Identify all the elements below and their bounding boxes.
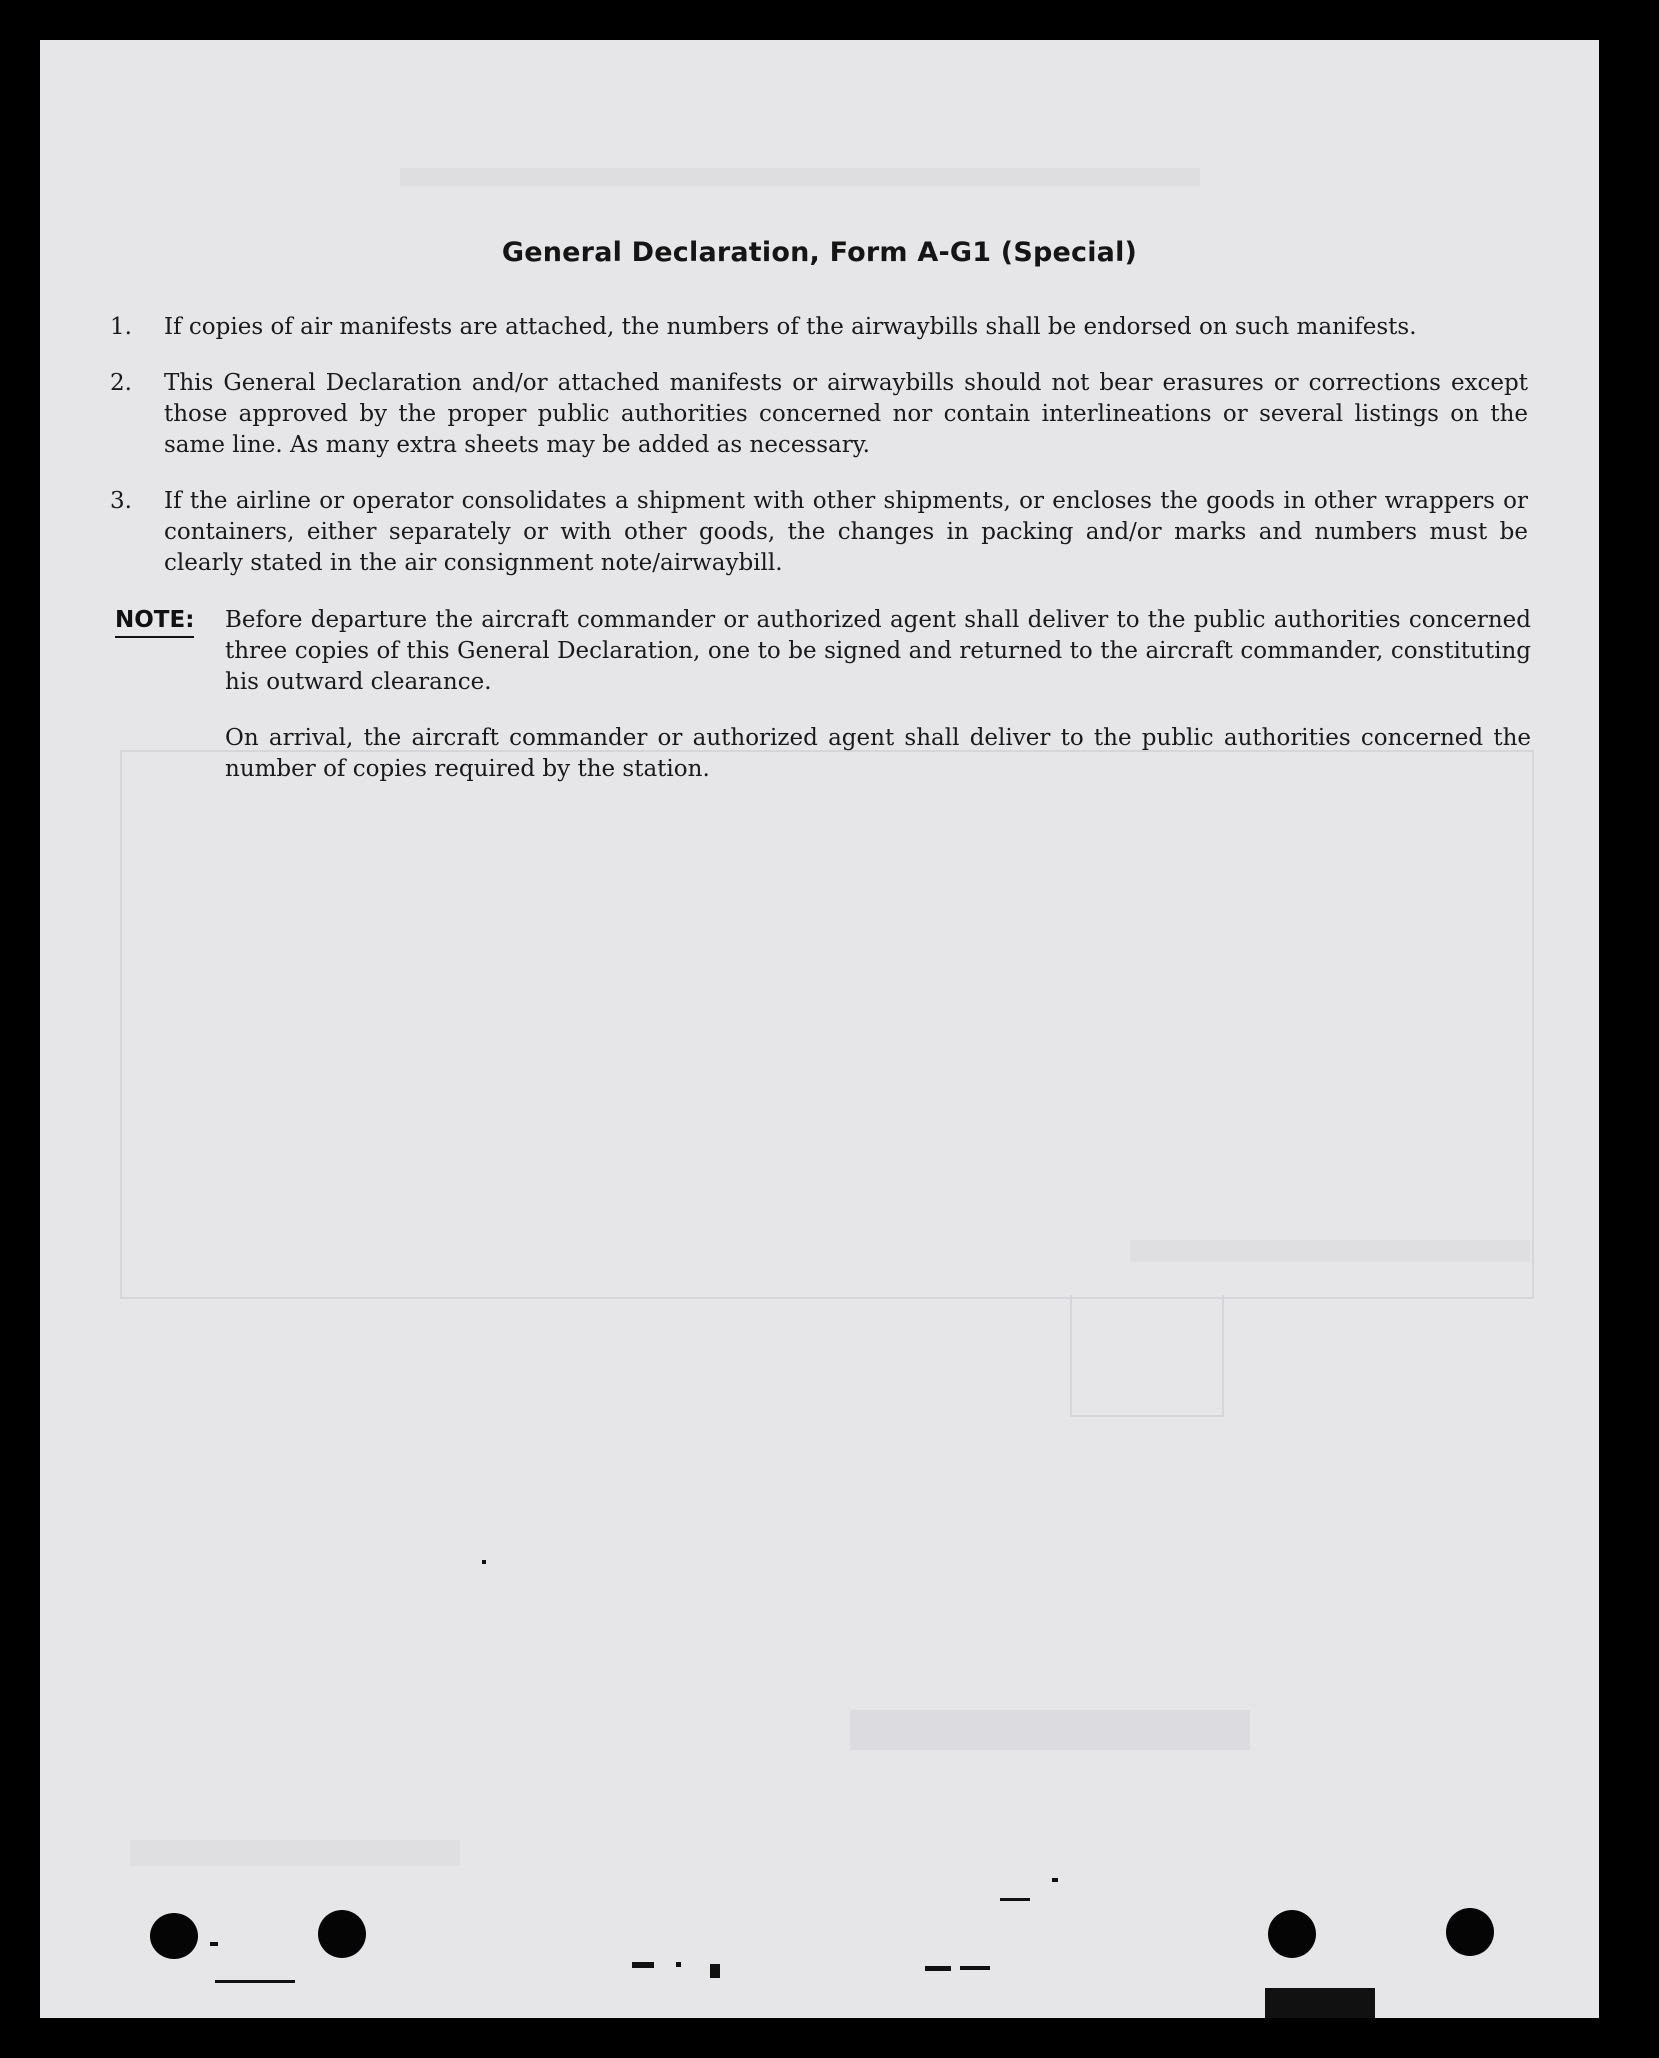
punch-hole xyxy=(318,1910,366,1958)
scan-speck xyxy=(1000,1898,1030,1901)
bleed-through-box xyxy=(120,750,1534,1299)
scan-speck xyxy=(482,1560,486,1564)
scan-speck xyxy=(710,1964,720,1978)
item-number: 1. xyxy=(110,314,132,340)
scan-speck xyxy=(210,1942,218,1946)
punch-hole xyxy=(150,1913,198,1959)
scan-speck xyxy=(676,1962,681,1967)
scan-speck xyxy=(1265,1988,1375,2018)
instruction-item-1 xyxy=(110,312,1590,344)
document-title: General Declaration, Form A-G1 (Special) xyxy=(501,237,1138,268)
bleed-through-box xyxy=(1070,1295,1224,1417)
scan-speck xyxy=(960,1966,990,1970)
bleed-through-text xyxy=(1130,1240,1530,1262)
bleed-through-text xyxy=(130,1840,460,1866)
note-paragraph-1: Before departure the aircraft commander or authorized agent shall deliver to the public authorities concerned three copies of this General Declaration, one to be signed and returned to the aircraft commander, constituting his outward clearance. xyxy=(225,607,1531,695)
item-text: If the airline or operator consolidates a shipment with other shipments, or encloses the goods in other wrappers or containers, either separately or with other goods, the changes in packing and/or marks and numbers must be clearly stated in the air consignment note/airwaybill. xyxy=(164,488,1528,576)
bleed-through-text xyxy=(850,1710,1250,1750)
note-label: NOTE: xyxy=(115,605,194,638)
document-page xyxy=(40,40,1599,2018)
scan-speck xyxy=(215,1980,295,1983)
punch-hole xyxy=(1268,1910,1316,1958)
item-number: 2. xyxy=(110,370,132,396)
scan-speck xyxy=(925,1966,951,1971)
instruction-item-3 xyxy=(110,486,1590,582)
item-number: 3. xyxy=(110,488,132,514)
instruction-item-2 xyxy=(110,368,1590,464)
punch-hole xyxy=(1446,1908,1494,1956)
item-text: This General Declaration and/or attached manifests or airwaybills should not bear erasures or corrections except those approved by the proper public authorities concerned nor contain interlineations or several listings on the same line. As many extra sheets may be added as necessary. xyxy=(164,370,1528,458)
note-paragraph-2: On arrival, the aircraft commander or authorized agent shall deliver to the public authorities concerned the number of copies required by the station. xyxy=(225,725,1531,782)
scan-speck xyxy=(632,1962,654,1968)
item-text: If copies of air manifests are attached, the numbers of the airwaybills shall be endorsed on such manifests. xyxy=(164,314,1417,340)
scan-speck xyxy=(1052,1878,1058,1882)
bleed-through-text xyxy=(400,168,1200,186)
